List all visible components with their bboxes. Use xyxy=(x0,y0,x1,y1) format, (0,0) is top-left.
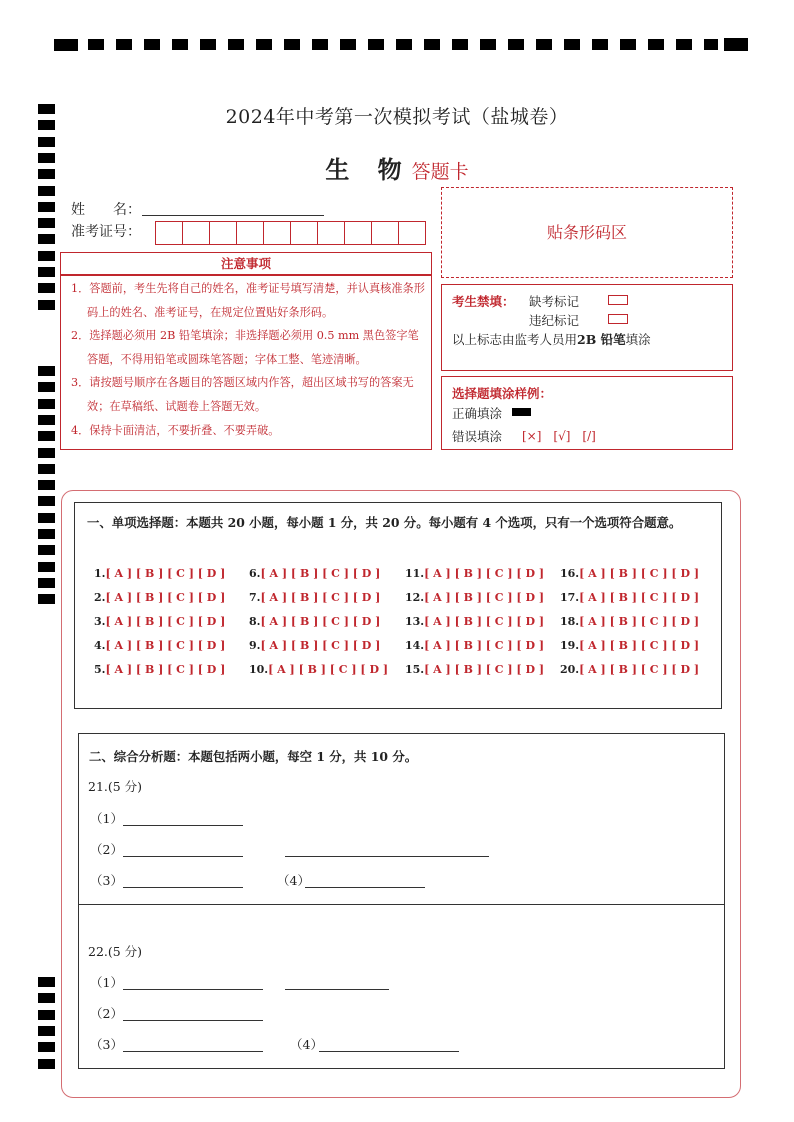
subject-name: 生 物 xyxy=(325,155,412,184)
mc-question-11[interactable] xyxy=(405,567,544,580)
timing-mark xyxy=(38,1010,55,1020)
q21-answer-4[interactable] xyxy=(305,871,425,888)
mc-options[interactable]: [ A ] [ B ] [ C ] [ D ] xyxy=(105,567,226,580)
mc-question-4[interactable] xyxy=(94,639,225,652)
mc-number: 3. xyxy=(94,615,106,628)
forbidden-box xyxy=(441,284,733,371)
mc-options[interactable]: [ A ] [ B ] [ C ] [ D ] xyxy=(579,639,700,652)
q22-part4 xyxy=(290,1035,323,1053)
violation-label: 违纪标记 xyxy=(529,313,580,328)
correct-fill-swatch xyxy=(512,408,531,416)
q22-label: 22.(5 分) xyxy=(88,944,143,959)
mc-options[interactable]: [ A ] [ B ] [ C ] [ D ] xyxy=(424,567,545,580)
wrong-fill-label: 错误填涂 xyxy=(452,429,503,444)
q22-p2-label: （2） xyxy=(90,1006,123,1021)
mc-options[interactable]: [ A ] [ B ] [ C ] [ D ] xyxy=(424,615,545,628)
timing-mark xyxy=(38,218,55,228)
q22-part2 xyxy=(90,1004,123,1022)
timing-mark xyxy=(38,1042,55,1052)
q22-part3 xyxy=(90,1035,123,1053)
mc-options[interactable]: [ A ] [ B ] [ C ] [ D ] xyxy=(579,663,700,676)
section2-title: 二、综合分析题：本题包括两小题，每空 1 分，共 10 分。 xyxy=(89,749,418,764)
timing-mark xyxy=(38,513,55,523)
card-name: 答题卡 xyxy=(411,161,469,183)
barcode-area xyxy=(441,187,733,278)
timing-mark xyxy=(38,251,55,261)
note-item-3: 3．请按题号顺序在各题目的答题区域内作答，超出区域书写的答案无效；在草稿纸、试题卷上答题无效。 xyxy=(71,376,414,413)
mc-number: 11. xyxy=(405,567,425,580)
section2-divider xyxy=(79,904,724,905)
timing-mark xyxy=(38,137,55,147)
q21-answer-2b[interactable] xyxy=(285,840,489,857)
q21-p1-label: （1） xyxy=(90,811,123,826)
q21-answer-1[interactable] xyxy=(123,809,243,826)
timing-mark xyxy=(38,300,55,310)
timing-mark xyxy=(38,448,55,458)
mc-options[interactable]: [ A ] [ B ] [ C ] [ D ] xyxy=(260,567,381,580)
section1-box xyxy=(74,502,722,709)
mc-question-17[interactable] xyxy=(560,591,699,604)
timing-mark xyxy=(38,234,55,244)
mc-options[interactable]: [ A ] [ B ] [ C ] [ D ] xyxy=(105,615,226,628)
mc-question-3[interactable] xyxy=(94,615,225,628)
mc-question-9[interactable] xyxy=(249,639,380,652)
timing-mark xyxy=(38,366,55,376)
mc-question-15[interactable] xyxy=(405,663,544,676)
q21-p2-label: （2） xyxy=(90,842,123,857)
mc-number: 9. xyxy=(249,639,261,652)
mc-options[interactable]: [ A ] [ B ] [ C ] [ D ] xyxy=(579,567,700,580)
q22-p4-label: （4） xyxy=(290,1037,323,1052)
id-number-boxes[interactable] xyxy=(155,221,426,245)
timing-mark xyxy=(38,993,55,1003)
mc-question-12[interactable] xyxy=(405,591,544,604)
timing-mark xyxy=(38,1059,55,1069)
mc-number: 7. xyxy=(249,591,261,604)
mc-question-8[interactable] xyxy=(249,615,380,628)
mc-number: 15. xyxy=(405,663,425,676)
timing-mark xyxy=(38,283,55,293)
mc-number: 6. xyxy=(249,567,261,580)
mc-question-19[interactable] xyxy=(560,639,699,652)
mc-number: 18. xyxy=(560,615,580,628)
mc-question-6[interactable] xyxy=(249,567,380,580)
q21-answer-2a[interactable] xyxy=(123,840,243,857)
timing-mark xyxy=(38,464,55,474)
mc-options[interactable]: [ A ] [ B ] [ C ] [ D ] xyxy=(105,591,226,604)
timing-mark xyxy=(38,594,55,604)
mc-question-20[interactable] xyxy=(560,663,699,676)
fill-example-box xyxy=(441,376,733,450)
forbidden-note-post: 填涂 xyxy=(625,332,651,347)
mc-options[interactable]: [ A ] [ B ] [ C ] [ D ] xyxy=(268,663,389,676)
mc-number: 17. xyxy=(560,591,580,604)
timing-mark xyxy=(38,562,55,572)
note-item-1: 1．答题前，考生先将自己的姓名，准考证号填写清楚，并认真核准条形码上的姓名、准考证号，在规定位置贴好条形码。 xyxy=(71,282,425,319)
mc-number: 2. xyxy=(94,591,106,604)
q22-answer-2[interactable] xyxy=(123,1004,263,1021)
note-item-4: 4．保持卡面清洁，不要折叠、不要弄破。 xyxy=(71,423,280,437)
q21-p4-label: （4） xyxy=(277,873,310,888)
mc-question-13[interactable] xyxy=(405,615,544,628)
mc-number: 10. xyxy=(249,663,269,676)
q22-answer-1a[interactable] xyxy=(123,973,263,990)
mc-question-18[interactable] xyxy=(560,615,699,628)
mc-number: 4. xyxy=(94,639,106,652)
mc-options[interactable]: [ A ] [ B ] [ C ] [ D ] xyxy=(260,639,381,652)
timing-mark xyxy=(38,382,55,392)
mc-question-5[interactable] xyxy=(94,663,225,676)
mc-options[interactable]: [ A ] [ B ] [ C ] [ D ] xyxy=(105,663,226,676)
mc-question-1[interactable] xyxy=(94,567,225,580)
name-field[interactable] xyxy=(142,199,324,216)
mc-options[interactable]: [ A ] [ B ] [ C ] [ D ] xyxy=(424,663,545,676)
timing-mark xyxy=(38,529,55,539)
wrong-fill-marks: [×] [√] [/] xyxy=(522,429,596,443)
mc-number: 20. xyxy=(560,663,580,676)
mc-number: 12. xyxy=(405,591,425,604)
timing-mark xyxy=(38,415,55,425)
mc-options[interactable]: [ A ] [ B ] [ C ] [ D ] xyxy=(105,639,226,652)
name-label: 姓 名： xyxy=(71,202,141,218)
timing-mark xyxy=(38,431,55,441)
exam-title: 2024年中考第一次模拟考试（盐城卷） xyxy=(225,106,569,128)
absent-mark-box[interactable] xyxy=(608,295,628,305)
barcode-label: 贴条形码区 xyxy=(546,223,627,242)
q22-answer-1b[interactable] xyxy=(285,973,389,990)
notes-header xyxy=(60,252,432,276)
mc-number: 19. xyxy=(560,639,580,652)
q21-p3-label: （3） xyxy=(90,873,123,888)
timing-mark xyxy=(38,1026,55,1036)
q21-part1 xyxy=(90,809,123,827)
note-item-2: 2．选择题必须用 2B 铅笔填涂；非选择题必须用 0.5 mm 黑色签字笔答题，不得用铅笔或圆珠笔答题；字体工整、笔迹清晰。 xyxy=(71,329,419,366)
mc-options[interactable]: [ A ] [ B ] [ C ] [ D ] xyxy=(260,615,381,628)
mc-question-2[interactable] xyxy=(94,591,225,604)
forbidden-note-bold: 2B 铅笔 xyxy=(577,332,626,347)
mc-number: 14. xyxy=(405,639,425,652)
forbidden-note xyxy=(452,330,651,348)
timing-mark xyxy=(38,202,55,212)
mc-options[interactable]: [ A ] [ B ] [ C ] [ D ] xyxy=(579,591,700,604)
subject-heading xyxy=(0,150,794,185)
mc-question-10[interactable] xyxy=(249,663,388,676)
mc-options[interactable]: [ A ] [ B ] [ C ] [ D ] xyxy=(579,615,700,628)
q21-part3 xyxy=(90,871,123,889)
violation-mark-box[interactable] xyxy=(608,314,628,324)
mc-number: 16. xyxy=(560,567,580,580)
q22-p3-label: （3） xyxy=(90,1037,123,1052)
absent-label: 缺考标记 xyxy=(529,294,580,309)
timing-mark xyxy=(38,480,55,490)
timing-mark xyxy=(38,545,55,555)
mc-options[interactable]: [ A ] [ B ] [ C ] [ D ] xyxy=(424,639,545,652)
mc-number: 13. xyxy=(405,615,425,628)
mc-options[interactable]: [ A ] [ B ] [ C ] [ D ] xyxy=(260,591,381,604)
q22-answer-4[interactable] xyxy=(319,1035,459,1052)
timing-mark xyxy=(38,399,55,409)
q22-part1 xyxy=(90,973,123,991)
example-title: 选择题填涂样例： xyxy=(452,386,553,401)
notes-title: 注意事项 xyxy=(220,256,271,271)
mc-question-16[interactable] xyxy=(560,567,699,580)
mc-number: 5. xyxy=(94,663,106,676)
forbidden-title: 考生禁填： xyxy=(452,294,515,309)
q22-p1-label: （1） xyxy=(90,975,123,990)
timing-mark xyxy=(38,267,55,277)
timing-mark xyxy=(38,186,55,196)
mc-options[interactable]: [ A ] [ B ] [ C ] [ D ] xyxy=(424,591,545,604)
q21-label: 21.(5 分) xyxy=(88,779,143,794)
mc-number: 1. xyxy=(94,567,106,580)
q22-answer-3[interactable] xyxy=(123,1035,263,1052)
q21-answer-3[interactable] xyxy=(123,871,243,888)
mc-number: 8. xyxy=(249,615,261,628)
timing-mark xyxy=(38,496,55,506)
q21-part2 xyxy=(90,840,123,858)
section1-title: 一、单项选择题：本题共 20 小题，每小题 1 分，共 20 分。每小题有 4 个选项，只有一个选项符合题意。 xyxy=(87,515,682,530)
correct-fill-label: 正确填涂 xyxy=(452,406,503,421)
notes-box xyxy=(60,274,432,450)
id-label: 准考证号： xyxy=(71,224,141,240)
forbidden-note-pre: 以上标志由监考人员用 xyxy=(452,332,578,347)
mc-question-14[interactable] xyxy=(405,639,544,652)
mc-question-7[interactable] xyxy=(249,591,380,604)
timing-mark xyxy=(38,977,55,987)
timing-mark xyxy=(38,578,55,588)
